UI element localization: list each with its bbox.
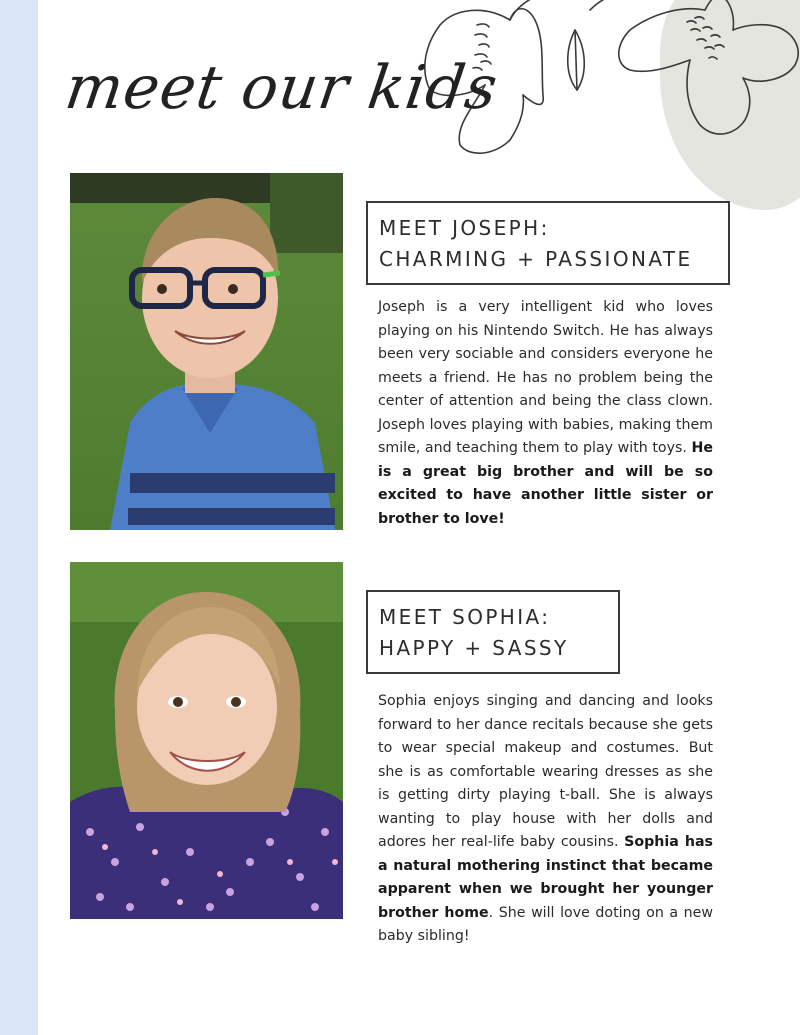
sophia-heading-line1: MEET SOPHIA: [379, 605, 551, 629]
sophia-bio-tail: . She will love doting on a new baby sibling! [378, 904, 714, 944]
joseph-bio-highlight: He is a great big brother and will be so excited to have another little sister or brother to love! [378, 440, 713, 527]
page-title: meet our kids [61, 53, 503, 123]
portrait-photo-icon [70, 173, 343, 530]
portrait-photo-icon [70, 562, 343, 919]
joseph-heading-line2: CHARMING + PASSIONATE [379, 247, 693, 271]
joseph-bio-text: Joseph is a very intelligent kid who loves playing on his Nintendo Switch. He has always been very sociable and considers everyone he meets a friend. He has no problem being the center of attention and being the class clown. Joseph loves playing with babies, making them smile, and teaching them to play with toys. [378, 299, 713, 456]
joseph-heading-box [366, 201, 730, 285]
joseph-photo [70, 173, 343, 530]
sophia-bio [378, 690, 713, 949]
sophia-heading-box [366, 590, 620, 674]
sophia-heading-line2: HAPPY + SASSY [379, 636, 569, 660]
sophia-bio-highlight: Sophia has a natural mothering instinct that became apparent when we brought her younger brother home [378, 834, 713, 921]
side-accent-strip [0, 0, 38, 1035]
joseph-heading-line1: MEET JOSEPH: [379, 216, 550, 240]
joseph-bio [378, 296, 713, 531]
sophia-photo [70, 562, 343, 919]
sophia-bio-text: Sophia enjoys singing and dancing and looks forward to her dance recitals because she gets to wear special makeup and costumes. But she is as comfortable wearing dresses as she is getting dirty playing t-ball. She is always wanting to play house with her dolls and adores her real-life baby cousins. [378, 693, 713, 850]
